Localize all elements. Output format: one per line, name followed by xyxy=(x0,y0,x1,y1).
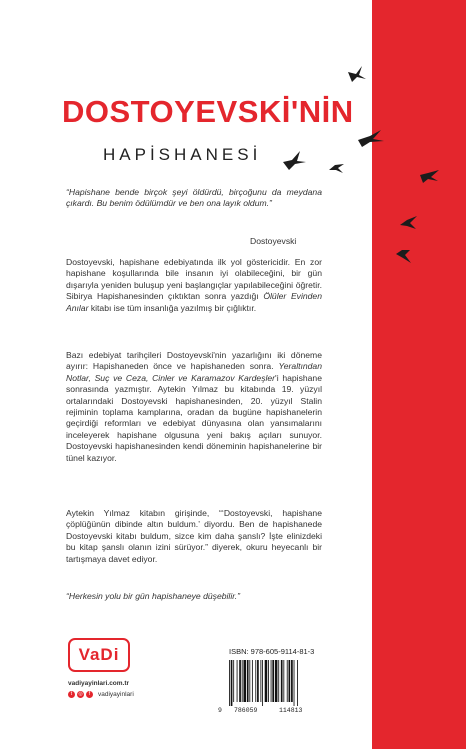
bird-icon xyxy=(329,164,344,173)
barcode-bar xyxy=(287,660,288,702)
barcode-bar xyxy=(275,660,278,702)
bird-icon xyxy=(283,151,306,170)
paragraph-1-book-title: Ölüler Evinden Anılar xyxy=(66,291,322,313)
publisher-logo xyxy=(68,638,130,672)
barcode-bar xyxy=(252,660,253,702)
barcode-bar xyxy=(281,660,283,702)
bird-icon xyxy=(348,66,366,82)
barcode-bar xyxy=(271,660,272,702)
publisher-social xyxy=(68,691,134,698)
twitter-icon: t xyxy=(68,691,75,698)
paragraph-1-text: Dostoyevski, hapishane edebiyatında ilk yol göstericidir. En zor hapishane koşullarında bile insanın iyi olabileceğini, bir gün dışarıyla yeniden buluşup yeni başlangıçlar yapılabileceğini öğretir. Sibirya Hapishanesinden çıktıktan sonra yazdığı xyxy=(66,257,322,302)
red-side-band xyxy=(372,0,466,749)
barcode-bar xyxy=(255,660,256,702)
barcode-bar xyxy=(283,660,284,702)
paragraph-2 xyxy=(66,350,322,464)
barcode-bar xyxy=(257,660,259,702)
barcode-digit-group: 114813 xyxy=(279,707,303,714)
paragraph-2-text-end: 'i hapishane sonrasında yazmıştır. Aytekin Yılmaz bu kitabında 19. yüzyıl ortalarındaki Dostoyevski hapishanesinden, 20. yüzyıl Stalin rejiminin toplama kamplarına, oradan da bugüne hapishanelerin geçirdiği reformları ve edebiyat dünyasına olan yansımalarını inceleyerek hapishane olgusuna yeni bakış açıları sunuyor. Dostoyevski hapishanesinden kendi döneminin hapishanelerine bir tünel kazıyor. xyxy=(66,372,322,463)
instagram-icon: ◎ xyxy=(78,691,83,697)
facebook-icon: f xyxy=(86,691,93,698)
publisher-website: vadiyayinlari.com.tr xyxy=(68,680,130,687)
quote-author: Dostoyevski xyxy=(250,236,297,246)
barcode-bar xyxy=(268,660,269,702)
paragraph-2-text: Bazı edebiyat tarihçileri Dostoyevski'nin yazarlığını iki döneme ayırır: Hapishaneden önce ve hapishaneden sonra. xyxy=(66,350,322,372)
barcode-bar xyxy=(239,660,241,702)
barcode-bar xyxy=(233,660,234,702)
barcode-bar xyxy=(249,660,250,702)
paragraph-1 xyxy=(66,257,322,314)
barcode-bar xyxy=(291,660,293,702)
publisher-social-handle: vadiyayinlari xyxy=(98,691,134,698)
barcode-bar xyxy=(242,660,243,702)
isbn-barcode xyxy=(227,660,320,706)
paragraph-2-book-titles: Yeraltından Notlar, Suç ve Ceza, Cinler ve Karamazov Kardeşler xyxy=(66,361,322,383)
book-subtitle: HAPİSHANESİ xyxy=(103,145,262,164)
book-title: DOSTOYEVSKİ'NİN xyxy=(62,94,354,129)
barcode-bar xyxy=(297,660,298,706)
quote-top: “Hapishane bende birçok şeyi öldürdü, birçoğunu da meydana çıkardı. Bu benim ödülümdür ve ben ona layık oldum.” xyxy=(66,187,322,209)
barcode-bar xyxy=(231,660,233,706)
barcode-bar xyxy=(294,660,295,706)
paragraph-1-text-end: kitabı ise tüm insanlığa yazılmış bir çığlıktır. xyxy=(88,302,257,313)
barcode-bar xyxy=(278,660,279,702)
barcode-bar xyxy=(237,660,238,702)
barcode-bar xyxy=(262,660,263,706)
barcode-bar xyxy=(247,660,249,702)
barcode-digit-group: 9 xyxy=(218,707,222,714)
paragraph-3: Aytekin Yılmaz kitabın girişinde, “‘Dostoyevski, hapishane çöplüğünün dibinde altın buldum.’ diyordu. Ben de hapishanede Dostoyevski kitabı buldum, sizce kim daha şanslı? İşte elinizdeki bu kitap şanslı olanın izini sürüyor.” diyerek, okuru heyecanlı bir tartışmaya davet ediyor. xyxy=(66,508,322,564)
barcode-bar xyxy=(265,660,268,702)
publisher-logo-text: VaDi xyxy=(78,645,120,664)
barcode-bar xyxy=(243,660,246,702)
isbn-label: ISBN: 978-605-9114-81-3 xyxy=(229,647,315,656)
barcode-digit-group: 786059 xyxy=(234,707,258,714)
barcode-bar xyxy=(229,660,230,706)
barcode-bar xyxy=(260,660,261,702)
barcode-bar xyxy=(289,660,291,702)
quote-bottom: “Herkesin yolu bir gün hapishaneye düşebilir.” xyxy=(66,591,241,601)
barcode-bar xyxy=(272,660,274,702)
